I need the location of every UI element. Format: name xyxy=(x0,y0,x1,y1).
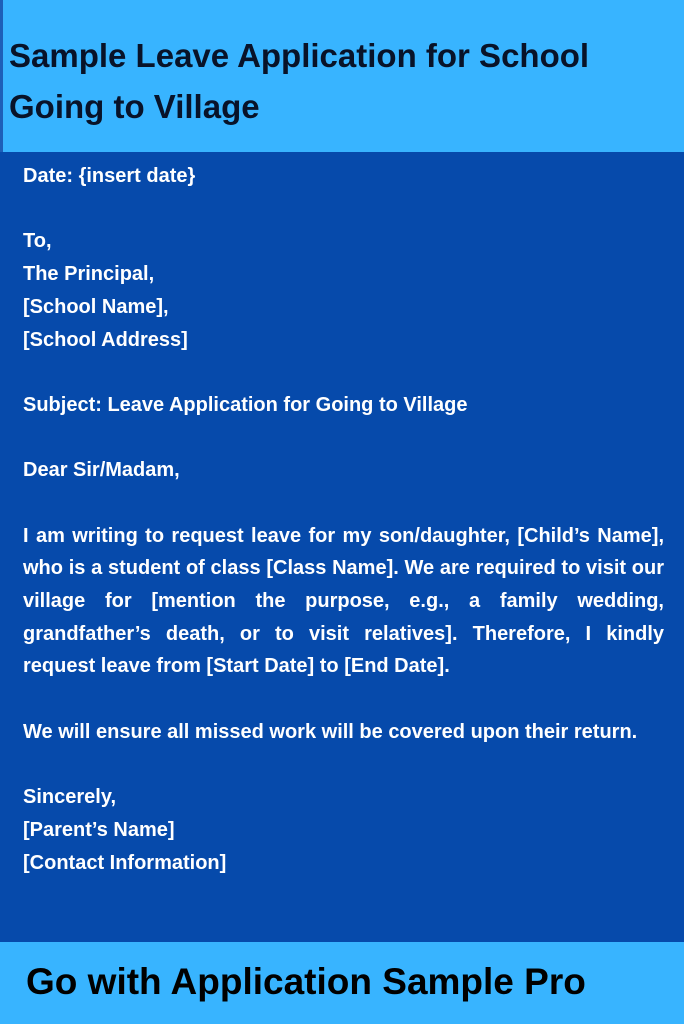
letter-school-name: [School Name], xyxy=(23,295,169,318)
footer-brand-text: Go with Application Sample Pro xyxy=(26,961,586,1002)
spacer xyxy=(23,356,664,389)
letter-body xyxy=(23,160,664,879)
letter-date: Date: {insert date} xyxy=(23,165,196,187)
letter-body-paragraph-1: I am writing to request leave for my son/daughter, [Child’s Name], who is a student of class [Class Name]. We are required to visit our village for [mention the purpose, e.g., a family wedding, grandfather’s death, or to visit relatives]. Therefore, I kindly request leave from [Start Date] to [End Date]. xyxy=(23,524,664,678)
spacer xyxy=(23,749,664,782)
letter-closing: Sincerely, xyxy=(23,786,117,809)
page-title: Sample Leave Application for School Going to Village xyxy=(9,37,590,125)
letter-body-paragraph-2: We will ensure all missed work will be covered upon their return. xyxy=(23,720,638,743)
letter-subject: Subject: Leave Application for Going to Village xyxy=(23,393,468,416)
header-banner xyxy=(0,0,684,152)
letter-salutation: Dear Sir/Madam, xyxy=(23,459,180,482)
spacer xyxy=(23,422,664,455)
letter-to: To, xyxy=(23,230,52,253)
letter-recipient: The Principal, xyxy=(23,263,155,286)
spacer xyxy=(23,193,664,226)
spacer xyxy=(23,487,664,520)
letter-school-address: [School Address] xyxy=(23,328,188,351)
footer-banner xyxy=(0,942,684,1024)
letter-parent-name: [Parent’s Name] xyxy=(23,818,175,841)
letter-contact-info: [Contact Information] xyxy=(23,851,227,874)
spacer xyxy=(23,683,664,716)
